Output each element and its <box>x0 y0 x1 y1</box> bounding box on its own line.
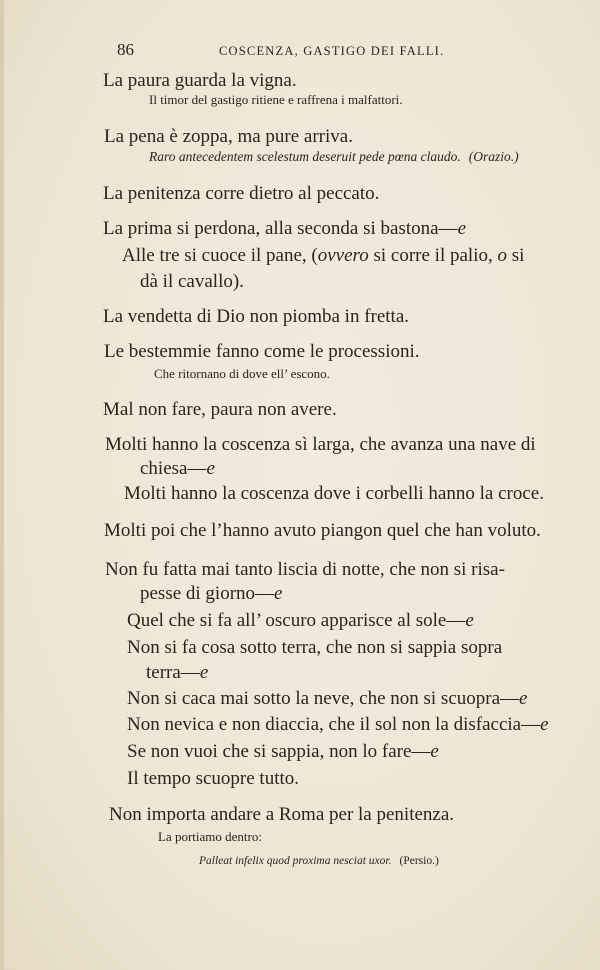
proverb-line <box>122 245 524 267</box>
latin-quote: Raro antecedentem scelestum deseruit pede pœna claudo. <box>149 149 461 164</box>
proverb-text: si corre il palio, <box>368 245 493 266</box>
proverb-line <box>103 218 466 240</box>
proverb-text: Non nevica e non diaccia, che il sol non la disfaccia— <box>127 714 541 735</box>
proverb-line <box>127 741 439 763</box>
conjunction-e: e <box>540 714 549 735</box>
proverb-line <box>140 583 282 605</box>
page-number: 86 <box>117 40 134 59</box>
proverb-text: Non si caca mai sotto la neve, che non si scuopra— <box>127 688 520 709</box>
proverb-line: Non fu fatta mai tanto liscia di notte, che non si risa- <box>105 559 505 580</box>
conjunction-e: e <box>199 662 209 683</box>
running-head: COSCENZA, GASTIGO DEI FALLI. <box>219 44 445 58</box>
page-edge <box>0 0 4 970</box>
proverb-line: Le bestemmie fanno come le processioni. <box>104 341 420 362</box>
proverb-line <box>127 688 527 710</box>
proverb-text: Se non vuoi che si sappia, non lo fare— <box>127 741 431 762</box>
proverb-line: La pena è zoppa, ma pure arriva. <box>104 126 353 147</box>
proverb-text: pesse di giorno— <box>140 583 275 604</box>
gloss-line: Il timor del gastigo ritiene e raffrena i malfattori. <box>149 92 403 107</box>
conjunction-e: e <box>274 583 283 604</box>
page-header <box>117 40 450 60</box>
proverb-text: chiesa— <box>140 458 207 479</box>
proverb-line: La paura guarda la vigna. <box>103 70 297 91</box>
proverb-line: Molti poi che l’hanno avuto piangon quel che han voluto. <box>104 520 541 541</box>
proverb-text: Quel che si fa all’ oscuro apparisce al sole— <box>127 610 466 631</box>
latin-quote-line <box>199 851 439 869</box>
proverb-line: Molti hanno la coscenza dove i corbelli hanno la croce. <box>124 483 544 504</box>
proverb-text: terra— <box>146 662 200 683</box>
gloss-line: Che ritornano di dove ell’ escono. <box>154 366 330 381</box>
proverb-text: Alle tre si cuoce il pane, ( <box>122 245 318 266</box>
proverb-text: La prima si perdona, alla seconda si bastona— <box>103 218 458 239</box>
conjunction-e: e <box>465 610 474 631</box>
gloss-line: La portiamo dentro: <box>158 829 262 844</box>
proverb-italic: ovvero <box>317 245 369 266</box>
proverb-line <box>127 714 549 736</box>
latin-quote: Palleat infelix quod proxima nesciat uxor. <box>199 855 392 867</box>
proverb-line: Mal non fare, paura non avere. <box>103 399 337 420</box>
conjunction-e: e <box>430 741 439 762</box>
proverb-italic: o <box>497 245 507 266</box>
conjunction-e: e <box>206 458 215 479</box>
proverb-line <box>140 458 215 480</box>
proverb-line: Non importa andare a Roma per la penitenza. <box>109 804 455 825</box>
proverb-line: Non si fa cosa sotto terra, che non si sappia sopra <box>127 637 503 658</box>
proverb-line: Molti hanno la coscenza sì larga, che avanza una nave di <box>105 434 536 455</box>
proverb-text: si <box>506 245 525 266</box>
proverb-line: Il tempo scuopre tutto. <box>127 768 300 789</box>
quote-attribution: (Persio.) <box>399 855 439 867</box>
proverb-line: dà il cavallo). <box>140 271 244 292</box>
proverb-line <box>146 662 208 684</box>
quote-attribution: (Orazio.) <box>468 149 519 164</box>
proverb-line <box>127 610 474 632</box>
conjunction-e: e <box>457 218 466 239</box>
proverb-line: La penitenza corre dietro al peccato. <box>103 183 380 204</box>
proverb-line: La vendetta di Dio non piomba in fretta. <box>103 306 410 327</box>
conjunction-e: e <box>519 688 528 709</box>
latin-quote-line <box>149 148 519 166</box>
